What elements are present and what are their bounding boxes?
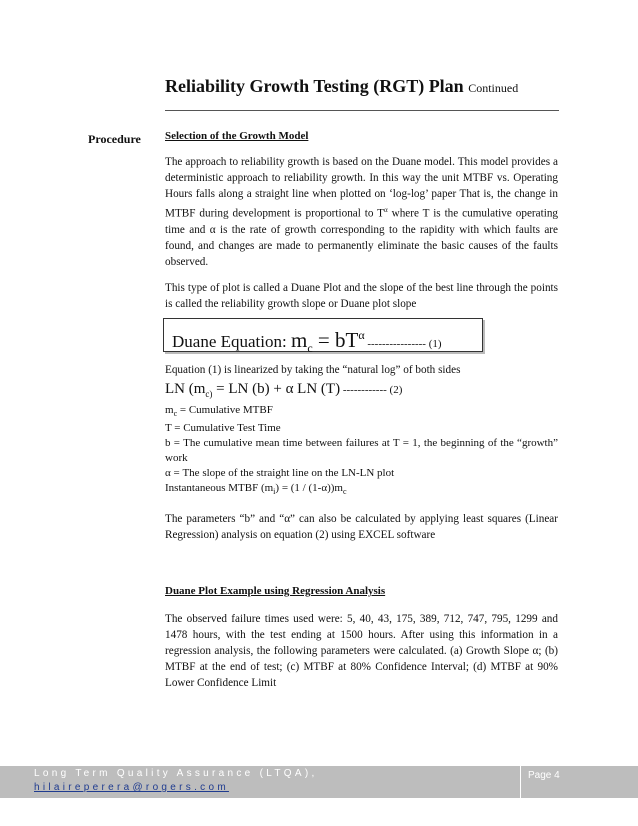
definition-instantaneous-mtbf: Instantaneous MTBF $(m_i) = (1 / (1-\alpha))m_c$ <box>165 481 347 497</box>
definition-mc: $m_c$ = Cumulative MTBF <box>165 403 273 418</box>
definition-t: T = Cumulative Test Time <box>165 421 281 434</box>
equation-number: ---------------- (1) <box>364 337 442 350</box>
linearized-equation: LN ($m_{c)}$ = LN (b) + α LN (T) ------------ (2) <box>165 380 403 399</box>
duane-equation-box <box>163 318 483 355</box>
title-suffix: Continued <box>468 81 519 95</box>
equation-formula: $m_c = bT^\alpha$ <box>290 327 365 355</box>
main-content <box>165 128 558 691</box>
page-title <box>165 76 560 97</box>
title-rule <box>165 110 559 111</box>
superscript-alpha: α <box>384 206 388 214</box>
paragraph-duane-plot: This type of plot is called a Duane Plot and the slope of the best line through the points is called the reliability growth slope or Duane plot slope <box>165 281 558 310</box>
paragraph-failure-times: The observed failure times used were: 5, 40, 43, 175, 389, 712, 747, 795, 1299 and 1478 hours, with the test ending at 1500 hours. After using this information in a regression analysis, the following parameters were calculated. (a) Growth Slope α; (b) MTBF at the end of test; (c) MTBF at 80% Confidence Interval; (d) MTBF at 90% Lower Confidence Limit <box>165 613 558 690</box>
title-text: Reliability Growth Testing (RGT) Plan <box>165 76 464 96</box>
footer-separator <box>520 766 521 798</box>
paragraph-parameters: The parameters “b” and “α” can also be calculated by applying least squares (Linear Regression) analysis on equation (2) using EXCEL software <box>165 513 558 542</box>
footer-email-link[interactable]: hilaireperera@rogers.com <box>34 782 229 793</box>
definition-b: b = The cumulative mean time between failures at T = 1, the beginning of the “growth” work <box>165 436 558 464</box>
equation-label: Duane Equation: <box>172 331 287 351</box>
procedure-label: Procedure <box>88 132 141 146</box>
paragraph-duane-approach: The approach to reliability growth is based on the Duane model. This model provides a deterministic approach to reliability growth. In this way the unit MTBF vs. Operating Hours falls along a straight line when plotted on ‘log-log’ paper That is, the change in MTBF during development is proportional to $T^\alpha$ where T is the cumulative operating time and α is the rate of growth corresponding to the rapidity with which faults are found, and changes are made to permanently eliminate the basic causes of the faults observed. <box>165 156 559 268</box>
paragraph-linearized: Equation (1) is linearized by taking the “natural log” of both sides <box>165 363 461 376</box>
footer-page-number: Page 4 <box>528 770 560 781</box>
section-heading-duane-example: Duane Plot Example using Regression Analysis <box>165 585 386 598</box>
section-heading-growth-model: Selection of the Growth Model <box>165 130 309 142</box>
definition-alpha: α = The slope of the straight line on the LN-LN plot <box>165 466 395 479</box>
footer-organization: Long Term Quality Assurance (LTQA), <box>34 768 318 779</box>
